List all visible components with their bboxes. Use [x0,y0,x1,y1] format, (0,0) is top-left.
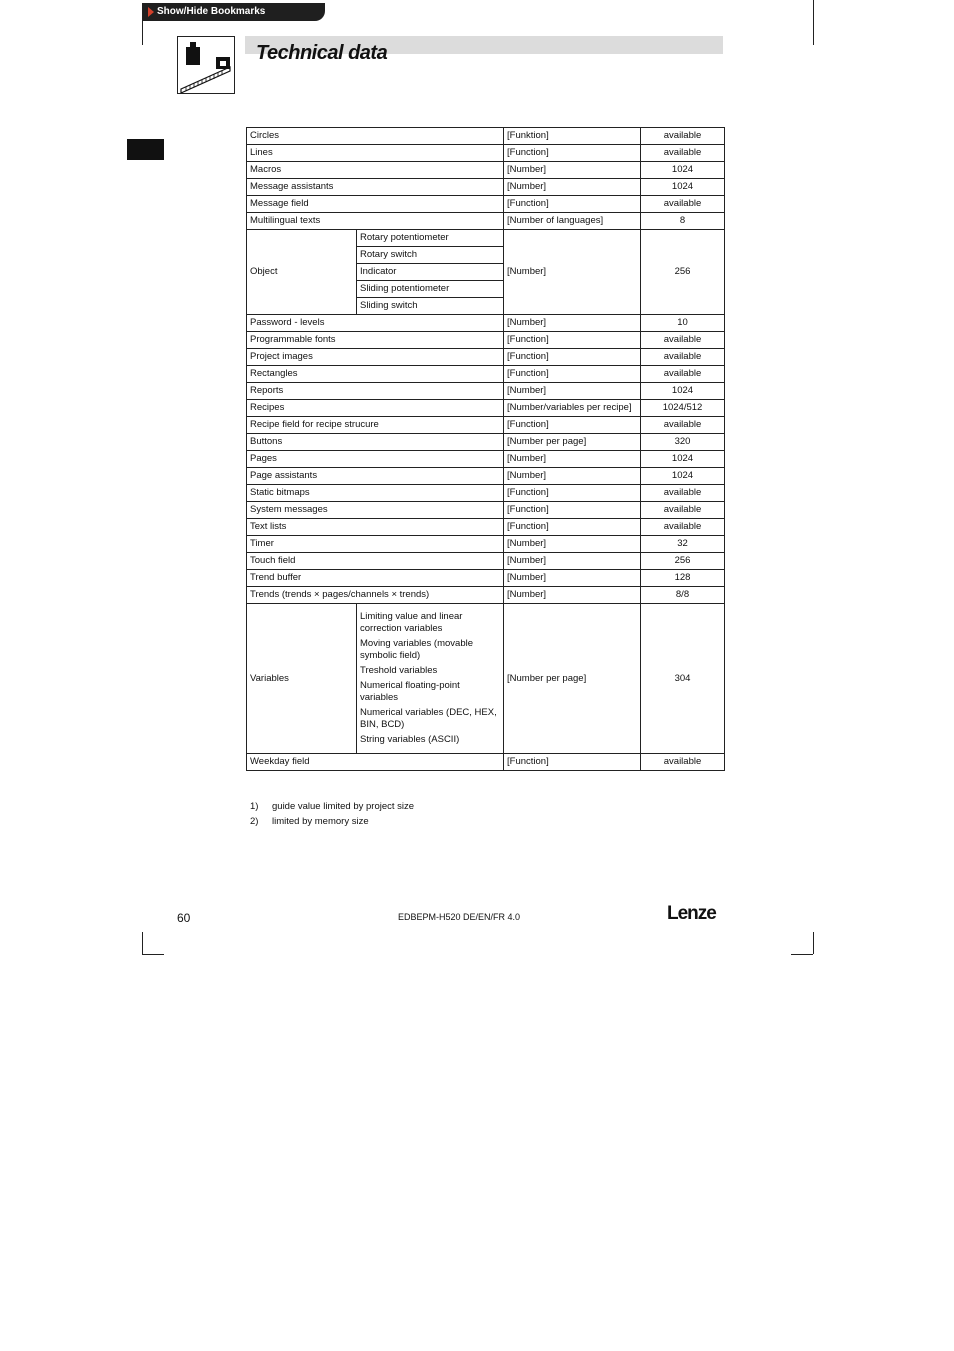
table-row [247,128,725,145]
value-cell: available [641,485,725,502]
value-cell: available [641,754,725,771]
feature-cell: Text lists [247,519,504,536]
value-cell: 1024 [641,451,725,468]
feature-cell: Recipe field for recipe strucure [247,417,504,434]
value-cell: available [641,349,725,366]
value-cell: available [641,196,725,213]
value-cell: 128 [641,570,725,587]
feature-cell: Page assistants [247,468,504,485]
table-row [247,587,725,604]
unit-cell: [Function] [504,485,641,502]
feature-cell: Lines [247,145,504,162]
feature-cell: Message field [247,196,504,213]
value-cell: 256 [641,230,725,315]
unit-cell: [Number per page] [504,604,641,754]
feature-cell: Message assistants [247,179,504,196]
value-cell: 1024 [641,468,725,485]
value-cell: 1024 [641,162,725,179]
table-row [247,383,725,400]
unit-cell: [Number] [504,179,641,196]
table-row [247,536,725,553]
unit-cell: [Number] [504,162,641,179]
unit-cell: [Funktion] [504,128,641,145]
table-row [247,366,725,383]
sub-items-cell [357,604,504,754]
feature-cell: Timer [247,536,504,553]
feature-cell: Pages [247,451,504,468]
crop-mark [813,0,814,45]
sub-item: Treshold variables [360,664,438,676]
feature-cell: Rectangles [247,366,504,383]
table-row [247,332,725,349]
feature-cell: Programmable fonts [247,332,504,349]
feature-cell: Password - levels [247,315,504,332]
feature-cell: System messages [247,502,504,519]
unit-cell: [Number] [504,230,641,315]
sub-item: Moving variables (movable symbolic field) [360,637,473,661]
sub-item: String variables (ASCII) [360,733,460,745]
table-row [247,349,725,366]
table-row [247,162,725,179]
crop-mark [142,21,143,45]
unit-cell: [Number] [504,383,641,400]
feature-cell: Buttons [247,434,504,451]
table-row [247,400,725,417]
unit-cell: [Number of languages] [504,213,641,230]
bookmark-arrow-icon [148,7,154,17]
table-row [247,417,725,434]
unit-cell: [Number] [504,468,641,485]
unit-cell: [Number] [504,315,641,332]
feature-cell: Trends (trends × pages/channels × trends) [247,587,504,604]
value-cell: 320 [641,434,725,451]
unit-cell: [Number] [504,570,641,587]
table-row [247,519,725,536]
table-row [247,434,725,451]
crop-mark [791,954,813,955]
table-row [247,468,725,485]
sub-item: Numerical floating-point variables [360,679,460,703]
unit-cell: [Number] [504,451,641,468]
unit-cell: [Number] [504,553,641,570]
table-row [247,570,725,587]
value-cell: 10 [641,315,725,332]
sub-item: Rotary potentiometer [357,230,503,247]
table-row [247,213,725,230]
unit-cell: [Function] [504,349,641,366]
value-cell: 8/8 [641,587,725,604]
feature-cell: Macros [247,162,504,179]
value-cell: 304 [641,604,725,754]
feature-cell: Trend buffer [247,570,504,587]
crop-mark [142,932,143,954]
table-row [247,485,725,502]
table-row [247,179,725,196]
feature-cell: Circles [247,128,504,145]
value-cell: 1024/512 [641,400,725,417]
unit-cell: [Function] [504,196,641,213]
unit-cell: [Function] [504,417,641,434]
feature-cell: Variables [247,604,357,754]
unit-cell: [Number/variables per recipe] [504,400,641,417]
value-cell: available [641,417,725,434]
unit-cell: [Function] [504,502,641,519]
table-row [247,502,725,519]
sub-item: Numerical variables (DEC, HEX, BIN, BCD) [360,706,497,730]
value-cell: 256 [641,553,725,570]
unit-cell: [Function] [504,332,641,349]
sub-item: Rotary switch [357,247,503,264]
document-code: EDBEPM-H520 DE/EN/FR 4.0 [398,912,521,922]
unit-cell: [Number per page] [504,434,641,451]
value-cell: 32 [641,536,725,553]
feature-cell: Object [247,230,357,315]
sub-item: Sliding potentiometer [357,281,503,298]
scale-weight-icon [177,36,235,94]
spec-table [246,127,725,771]
sub-item: Limiting value and linear correction variables [360,610,463,634]
sub-items-cell [357,230,504,315]
table-row [247,230,725,315]
crop-mark [813,932,814,954]
footnote: 2) limited by memory size [250,816,369,827]
unit-cell: [Function] [504,366,641,383]
sub-item: Sliding switch [360,300,418,311]
value-cell: 1024 [641,179,725,196]
unit-cell: [Number] [504,536,641,553]
show-hide-bookmarks-button[interactable]: Show/Hide Bookmarks [142,3,325,21]
brand-logo: Lenze [667,903,716,924]
table-row [247,754,725,771]
unit-cell: [Number] [504,587,641,604]
table-row [247,315,725,332]
value-cell: available [641,145,725,162]
value-cell: 8 [641,213,725,230]
table-row [247,604,725,754]
table-row [247,196,725,213]
unit-cell: [Function] [504,145,641,162]
value-cell: available [641,502,725,519]
feature-cell: Project images [247,349,504,366]
feature-cell: Weekday field [247,754,504,771]
table-row [247,451,725,468]
value-cell: available [641,332,725,349]
value-cell: available [641,519,725,536]
unit-cell: [Function] [504,754,641,771]
value-cell: 1024 [641,383,725,400]
page-number: 60 [177,911,191,925]
value-cell: available [641,366,725,383]
feature-cell: Multilingual texts [247,213,504,230]
feature-cell: Reports [247,383,504,400]
feature-cell: Touch field [247,553,504,570]
table-row [247,553,725,570]
section-marker [127,139,164,160]
feature-cell: Static bitmaps [247,485,504,502]
sub-item: Indicator [357,264,503,281]
unit-cell: [Function] [504,519,641,536]
crop-mark [142,954,164,955]
page-title: Technical data [256,42,388,64]
value-cell: available [641,128,725,145]
table-row [247,145,725,162]
feature-cell: Recipes [247,400,504,417]
footnote: 1) guide value limited by project size [250,801,415,812]
